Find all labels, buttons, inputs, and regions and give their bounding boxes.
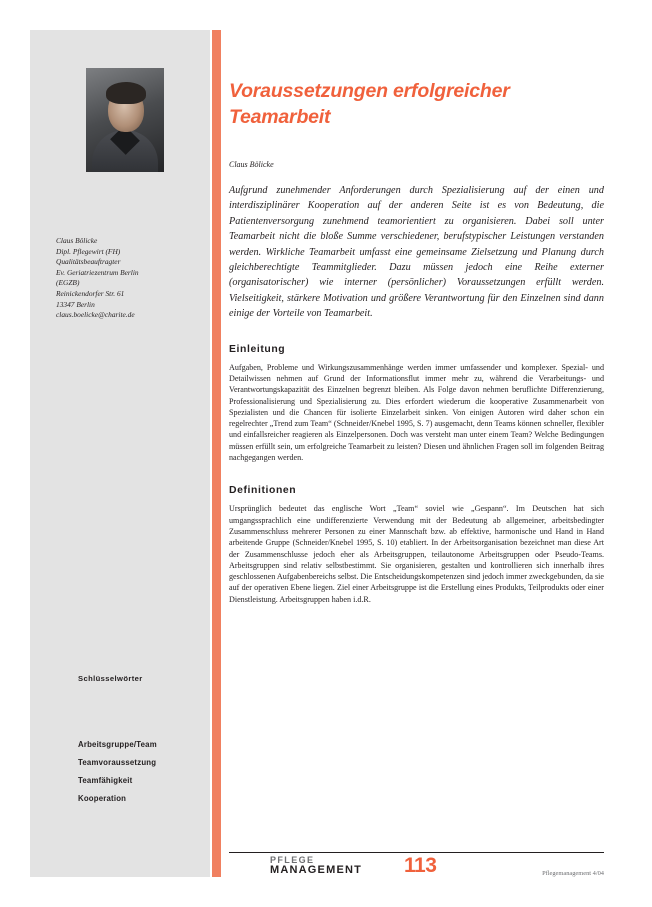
page-title: Voraussetzungen erfolgreicher Teamarbeit bbox=[229, 80, 510, 128]
accent-divider bbox=[212, 30, 221, 877]
keywords-list bbox=[78, 736, 198, 808]
section-einleitung bbox=[229, 344, 604, 464]
article-content bbox=[229, 78, 604, 605]
brand-line-2: MANAGEMENT bbox=[270, 864, 363, 876]
keywords-title: Schlüsselwörter bbox=[78, 674, 143, 683]
section-body: Ursprünglich bedeutet das englische Wort „Team“ soviel wie „Gespann“. Im Deutschen hat sich umgangssprachlich eine undifferenzierte Verwendung mit der Bedeutung ab allgemeiner, arbeitsbedingter Zusammenschluss mehrerer Personen zu einer Mannschaft bzw. ab effektive, harmonische und Hand in Hand arbeitende Gruppe (Schneider/Knebel 1995, S. 10) etabliert. In der Arbeitsorganisation bezeichnet man diese Art der Zusammenschlusse jedoch eher als Arbeitsgruppen, teilautonome Arbeitsgruppen oder Pseudo-Teams. Arbeitsgruppen sind relativ selbstbestimmt. Sie organisieren, gestalten und kontrollieren sich innerhalb ihres geschlossenen Aufgabenbereichs selbst. Die Entscheidungskompetenzen sind jedoch immer zweckgebunden, da sie auf der operativen Ebene liegen. Ziel einer Arbeitsgruppe ist die Erstellung eines Produkts, Teilprodukts oder einer Dienstleistung. Arbeitsgruppen haben i.d.R. bbox=[229, 504, 604, 604]
keyword-item: Teamvoraussetzung bbox=[78, 758, 157, 767]
page-footer bbox=[229, 852, 604, 886]
keyword-item: Arbeitsgruppe/Team bbox=[78, 740, 157, 749]
section-body: Aufgaben, Probleme und Wirkungszusammenhänge werden immer umfassender und komplexer. Spezial- und Detailwissen nehmen auf Grund der Informationsflut immer mehr zu, während die Verarbeitungs- und Verantwortungskapazität des Einzelnen begrenzt bleiben. Als Folge davon nehmen beruflichte Differenzierung, Professionalisierung und Spezialisierung zu. Dies erfordert wiederum die kooperative Zusammenarbeit von Spezialisten und die Chancen für isolierte Einzelarbeit sinken. Von einigen Autoren wird daher schon ein regelrechter „Trend zum Team“ (Schneider/Knebel 1995, S. 7) ausgemacht, denn Teams können schneller, flexibler und einfallsreicher reagieren als Einzelpersonen. Doch was versteht man unter einem Team? Welche Bedingungen müssen erfüllt sein, um erfolgreiche Teamarbeit zu leisten? Diesen und ähnlichen Fragen soll im folgenden Beitrag nachgegangen werden. bbox=[229, 362, 604, 463]
brand-line-1: PFLEGE bbox=[270, 855, 315, 865]
author-name: Claus Bölicke bbox=[56, 236, 98, 245]
photo-hair bbox=[106, 82, 146, 104]
author-city: 13347 Berlin bbox=[56, 299, 95, 309]
footer-divider bbox=[229, 852, 604, 853]
author-street: Reinickendorfer Str. 61 bbox=[56, 288, 125, 298]
author-institution-abbr: (EGZB) bbox=[56, 278, 80, 288]
keyword-item: Teamfähigkeit bbox=[78, 776, 133, 785]
byline: Claus Bölicke bbox=[229, 160, 274, 169]
author-email: claus.boelicke@charite.de bbox=[56, 310, 135, 320]
keyword-item: Kooperation bbox=[78, 794, 127, 803]
issue-info: Pflegemanagement 4/04 bbox=[542, 870, 604, 877]
author-contact-block bbox=[56, 236, 186, 321]
abstract: Aufgrund zunehmender Anforderungen durch Spezialisierung auf der einen und interdisziplinärer Kooperation auf der anderen Seite ist es von Bedeutung, die Patientenversorgung zunehmend teamorientiert zu organisieren. Dabei soll unter Teamarbeit nicht die bloße Summe verschiedener, berufstypischer Leistungen verstanden werden. Wirkliche Teamarbeit umfasst eine gemeinsame Zielsetzung und Planung durch gleichberechtigte Teammitglieder. Dazu müssen jedoch eine Reihe externer (organisatorischer) wie interner (persönlicher) Voraussetzungen erfüllt werden. Vielseitigkeit, stärkere Motivation und größere Verantwortung für den Einzelnen sind dann einige der Vorteile von Teamarbeit. bbox=[229, 185, 604, 320]
author-institution: Ev. Geriatriezentrum Berlin bbox=[56, 267, 139, 277]
journal-brand bbox=[270, 855, 362, 876]
author-photo bbox=[86, 68, 164, 172]
section-heading: Einleitung bbox=[229, 343, 286, 355]
page-number: 113 bbox=[404, 854, 437, 877]
section-definitionen bbox=[229, 485, 604, 605]
section-heading: Definitionen bbox=[229, 485, 297, 497]
author-degree: Dipl. Pflegewirt (FH) bbox=[56, 246, 121, 256]
author-role: Qualitätsbeauftragter bbox=[56, 257, 121, 267]
